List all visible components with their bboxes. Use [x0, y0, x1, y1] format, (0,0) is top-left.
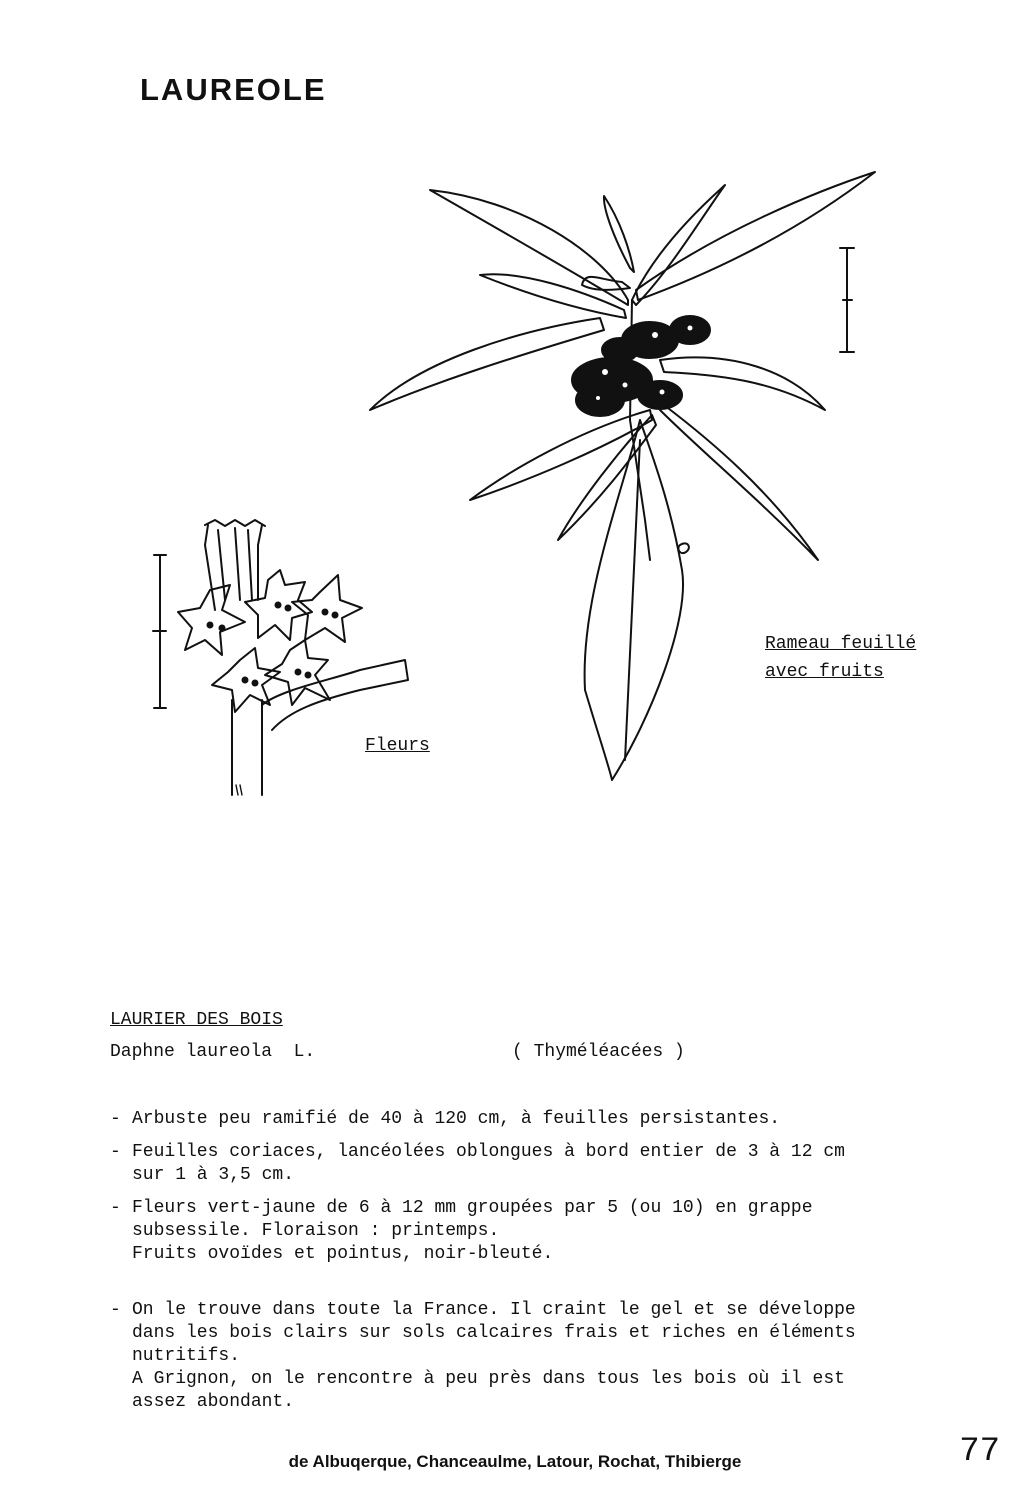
list-item-line: A Grignon, on le rencontre à peu près dans tous les bois où il est: [132, 1369, 845, 1389]
family-name: ( Thyméléacées ): [512, 1042, 685, 1062]
list-item-line: assez abondant.: [132, 1392, 295, 1412]
list-item-line: - Fleurs vert-jaune de 6 à 12 mm groupées par 5 (ou 10) en grappe: [132, 1198, 813, 1218]
scale-bar-flowers: [153, 555, 166, 708]
caption-flowers: Fleurs: [365, 736, 430, 756]
list-item-line: - Arbuste peu ramifié de 40 à 120 cm, à feuilles persistantes.: [132, 1109, 781, 1129]
caption-branch-line-1: Rameau feuillé: [765, 634, 917, 654]
list-item-line: dans les bois clairs sur sols calcaires frais et riches en éléments: [132, 1323, 856, 1343]
list-item-line: subsessile. Floraison : printemps.: [132, 1221, 500, 1241]
page-title: LAUREOLE: [140, 72, 327, 107]
description-list: [110, 1108, 910, 1414]
fruit-cluster-drawing: [572, 316, 710, 416]
latin-name: Daphne laureola L.: [110, 1042, 316, 1062]
caption-branch: [765, 630, 916, 686]
list-item: [110, 1299, 910, 1414]
common-name: LAURIER DES BOIS: [110, 1010, 283, 1030]
list-item: [110, 1141, 910, 1187]
caption-branch-line-2: avec fruits: [765, 662, 884, 682]
list-item-line: Fruits ovoïdes et pointus, noir-bleuté.: [132, 1244, 554, 1264]
list-item: [110, 1197, 910, 1266]
page-number: 77: [959, 1433, 1000, 1471]
list-item: [110, 1108, 910, 1131]
list-item-line: nutritifs.: [132, 1346, 241, 1366]
list-item-line: - Feuilles coriaces, lancéolées oblongues à bord entier de 3 à 12 cm: [132, 1142, 845, 1162]
list-item-line: sur 1 à 3,5 cm.: [132, 1165, 295, 1185]
list-item-line: - On le trouve dans toute la France. Il craint le gel et se développe: [132, 1300, 856, 1320]
branch-with-fruits-drawing: [370, 172, 875, 780]
footer-authors: de Albuqerque, Chanceaulme, Latour, Rochat, Thibierge: [288, 1452, 742, 1471]
scale-bar-branch: [840, 248, 854, 352]
